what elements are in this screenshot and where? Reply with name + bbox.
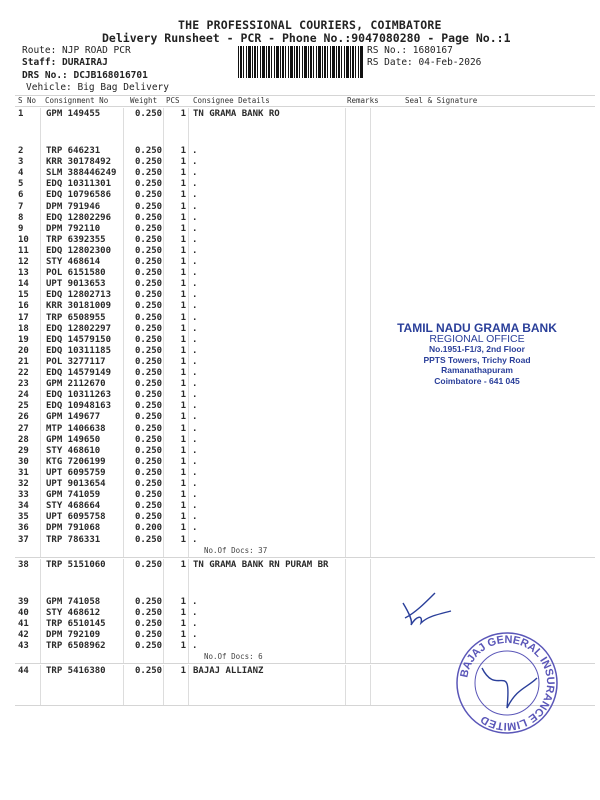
- row-weight: 0.250: [135, 334, 163, 345]
- barcode: [238, 46, 364, 78]
- row-consignment-no: GPM 741058: [46, 597, 101, 607]
- row-sno: 27: [18, 423, 29, 434]
- row-pcs: 1: [180, 146, 186, 156]
- signature-1: [395, 585, 455, 630]
- row-sno: 11: [18, 245, 29, 256]
- seal-text: BAJAJ GENERAL INSURANCE LIMITED: [458, 633, 557, 733]
- row-pcs: 1: [180, 523, 186, 534]
- row-sno: 33: [18, 490, 29, 501]
- staff: Staff: DURAIRAJ: [22, 57, 108, 68]
- row-sno: 22: [18, 368, 29, 378]
- row-pcs: 1: [180, 234, 186, 245]
- row-pcs: 1: [180, 641, 186, 652]
- row-consignment-no: EDQ 10796586: [46, 190, 112, 201]
- row-consignee-mark: .: [192, 312, 198, 323]
- row-consignment-no: EDQ 12802296: [46, 212, 112, 223]
- row-sno: 8: [18, 212, 24, 223]
- row-pcs: 1: [180, 608, 186, 619]
- rule: [345, 665, 346, 705]
- row-consignment-no: KTG 7206199: [46, 456, 106, 467]
- rule: [345, 108, 346, 557]
- rule: [188, 559, 189, 663]
- row-weight: 0.250: [135, 201, 163, 212]
- row-sno: 7: [18, 201, 24, 212]
- row-pcs: 1: [180, 323, 186, 334]
- rs-number: RS No.: 1680167: [367, 45, 453, 56]
- row-consignment-no: EDQ 14579149: [46, 368, 112, 378]
- row-weight: 0.250: [135, 534, 163, 545]
- row-consignment-no: GPM 149455: [46, 109, 101, 119]
- row-consignee-mark: .: [192, 179, 198, 190]
- row-weight: 0.250: [135, 641, 163, 652]
- rule: [15, 557, 595, 558]
- row-sno: 34: [18, 501, 29, 512]
- row-pcs: 1: [180, 334, 186, 345]
- row-pcs: 1: [180, 456, 186, 467]
- row-consignee-mark: .: [192, 345, 198, 356]
- row-consignment-no: MTP 1406638: [46, 423, 106, 434]
- row-sno: 16: [18, 301, 29, 312]
- row-consignee-mark: .: [192, 401, 198, 412]
- row-sno: 9: [18, 223, 24, 234]
- row-consignment-no: EDQ 14579150: [46, 334, 112, 345]
- row-consignment-no: TRP 786331: [46, 534, 101, 545]
- row-sno: 12: [18, 257, 29, 267]
- row-consignee-mark: .: [192, 379, 198, 390]
- row-sno: 6: [18, 190, 24, 201]
- row-consignee-mark: .: [192, 597, 198, 607]
- row-consignment-no: DPM 792109: [46, 630, 101, 641]
- row-sno: 2: [18, 146, 24, 156]
- row-consignment-no: EDQ 10311301: [46, 179, 112, 190]
- stamp-bank-name: TAMIL NADU GRAMA BANK: [397, 321, 557, 335]
- row-consignment-no: TRP 5151060: [46, 560, 106, 570]
- rule: [40, 108, 41, 557]
- row-consignment-no: GPM 149677: [46, 412, 101, 423]
- row-consignment-no: EDQ 10311263: [46, 390, 112, 401]
- row-consignment-no: STY 468614: [46, 257, 101, 267]
- row-consignee-mark: .: [192, 368, 198, 378]
- row-sno: 1: [18, 109, 24, 119]
- row-consignee-mark: .: [192, 279, 198, 290]
- rule: [123, 665, 124, 705]
- row-consignee-mark: .: [192, 257, 198, 267]
- row-weight: 0.250: [135, 597, 163, 607]
- row-consignee: TN GRAMA BANK RN PURAM BR: [193, 560, 329, 570]
- row-pcs: 1: [180, 379, 186, 390]
- rule: [188, 108, 189, 557]
- row-sno: 29: [18, 445, 29, 456]
- rule: [370, 108, 371, 557]
- row-weight: 0.250: [135, 190, 163, 201]
- row-pcs: 1: [180, 666, 186, 676]
- column-header: PCS: [166, 96, 180, 105]
- row-consignment-no: EDQ 12802300: [46, 245, 112, 256]
- row-consignee-mark: .: [192, 323, 198, 334]
- rule: [188, 665, 189, 705]
- row-weight: 0.250: [135, 312, 163, 323]
- row-sno: 42: [18, 630, 29, 641]
- row-pcs: 1: [180, 245, 186, 256]
- row-weight: 0.250: [135, 257, 163, 267]
- row-weight: 0.250: [135, 223, 163, 234]
- stamp-line: No.1951-F1/3, 2nd Floor: [429, 344, 525, 354]
- row-pcs: 1: [180, 368, 186, 378]
- row-sno: 32: [18, 479, 29, 489]
- row-sno: 31: [18, 467, 29, 478]
- row-sno: 17: [18, 312, 29, 323]
- row-weight: 0.250: [135, 345, 163, 356]
- row-consignee-mark: .: [192, 268, 198, 279]
- company-title: THE PROFESSIONAL COURIERS, COIMBATORE: [178, 18, 442, 32]
- row-consignment-no: EDQ 10948163: [46, 401, 112, 412]
- row-pcs: 1: [180, 390, 186, 401]
- route: Route: NJP ROAD PCR: [22, 45, 131, 56]
- row-consignee-mark: .: [192, 534, 198, 545]
- insurance-seal: [452, 628, 562, 738]
- row-consignee-mark: .: [192, 641, 198, 652]
- row-pcs: 1: [180, 157, 186, 168]
- row-pcs: 1: [180, 168, 186, 179]
- row-consignee-mark: .: [192, 190, 198, 201]
- row-consignment-no: DPM 791068: [46, 523, 101, 534]
- row-consignee-mark: .: [192, 467, 198, 478]
- row-pcs: 1: [180, 467, 186, 478]
- row-weight: 0.250: [135, 456, 163, 467]
- row-consignee-mark: .: [192, 630, 198, 641]
- row-consignment-no: DPM 791946: [46, 201, 101, 212]
- row-weight: 0.250: [135, 323, 163, 334]
- row-pcs: 1: [180, 401, 186, 412]
- row-pcs: 1: [180, 412, 186, 423]
- row-consignee-mark: .: [192, 523, 198, 534]
- row-weight: 0.250: [135, 434, 163, 445]
- row-weight: 0.250: [135, 619, 163, 630]
- column-header: S No: [18, 96, 37, 105]
- row-pcs: 1: [180, 501, 186, 512]
- row-weight: 0.250: [135, 245, 163, 256]
- row-weight: 0.250: [135, 401, 163, 412]
- row-sno: 44: [18, 666, 29, 676]
- row-consignment-no: STY 468664: [46, 501, 101, 512]
- row-consignee-mark: .: [192, 234, 198, 245]
- row-consignee-mark: .: [192, 301, 198, 312]
- row-consignee-mark: .: [192, 490, 198, 501]
- row-pcs: 1: [180, 490, 186, 501]
- row-sno: 30: [18, 456, 29, 467]
- row-pcs: 1: [180, 179, 186, 190]
- row-consignment-no: UPT 6095758: [46, 512, 106, 523]
- row-consignee-mark: .: [192, 201, 198, 212]
- row-consignment-no: TRP 5416380: [46, 666, 106, 676]
- bank-stamp: [392, 323, 562, 386]
- row-consignment-no: TRP 6508962: [46, 641, 106, 652]
- row-pcs: 1: [180, 434, 186, 445]
- row-consignment-no: UPT 6095759: [46, 467, 106, 478]
- row-consignment-no: UPT 9013654: [46, 479, 106, 489]
- row-pcs: 1: [180, 597, 186, 607]
- row-pcs: 1: [180, 512, 186, 523]
- column-header: Seal & Signature: [405, 96, 478, 105]
- row-consignment-no: UPT 9013653: [46, 279, 106, 290]
- row-consignment-no: GPM 149650: [46, 434, 101, 445]
- row-pcs: 1: [180, 560, 186, 570]
- row-consignee-mark: .: [192, 146, 198, 156]
- row-consignment-no: EDQ 12802713: [46, 290, 112, 301]
- row-pcs: 1: [180, 619, 186, 630]
- vehicle: Vehicle: Big Bag Delivery: [26, 82, 169, 93]
- row-pcs: 1: [180, 534, 186, 545]
- row-consignee-mark: .: [192, 608, 198, 619]
- row-sno: 5: [18, 179, 24, 190]
- runsheet-subtitle: Delivery Runsheet - PCR - Phone No.:9047080280 - Page No.:1: [102, 31, 511, 45]
- column-header: Consignment No: [45, 96, 109, 105]
- row-consignee-mark: .: [192, 157, 198, 168]
- row-pcs: 1: [180, 356, 186, 367]
- row-pcs: 1: [180, 345, 186, 356]
- row-weight: 0.250: [135, 445, 163, 456]
- rule: [123, 108, 124, 557]
- row-consignment-no: TRP 6510145: [46, 619, 106, 630]
- row-sno: 25: [18, 401, 29, 412]
- row-sno: 37: [18, 534, 29, 545]
- row-consignee-mark: .: [192, 223, 198, 234]
- row-weight: 0.250: [135, 467, 163, 478]
- row-consignment-no: GPM 2112670: [46, 379, 106, 390]
- row-weight: 0.250: [135, 501, 163, 512]
- rule: [123, 559, 124, 663]
- row-sno: 24: [18, 390, 29, 401]
- stamp-office: REGIONAL OFFICE: [429, 332, 525, 345]
- row-pcs: 1: [180, 301, 186, 312]
- row-weight: 0.250: [135, 212, 163, 223]
- row-weight: 0.250: [135, 168, 163, 179]
- column-header: Remarks: [347, 96, 379, 105]
- rule: [40, 665, 41, 705]
- row-weight: 0.250: [135, 157, 163, 168]
- row-sno: 28: [18, 434, 29, 445]
- row-sno: 26: [18, 412, 29, 423]
- row-weight: 0.250: [135, 301, 163, 312]
- row-consignment-no: GPM 741059: [46, 490, 101, 501]
- row-sno: 14: [18, 279, 29, 290]
- row-weight: 0.250: [135, 368, 163, 378]
- row-pcs: 1: [180, 423, 186, 434]
- rule: [370, 559, 371, 663]
- row-consignee-mark: .: [192, 501, 198, 512]
- row-consignee-mark: .: [192, 356, 198, 367]
- row-consignment-no: STY 468612: [46, 608, 101, 619]
- row-consignment-no: SLM 388446249: [46, 168, 117, 179]
- row-weight: 0.250: [135, 490, 163, 501]
- row-consignee-mark: .: [192, 434, 198, 445]
- row-weight: 0.250: [135, 379, 163, 390]
- row-consignment-no: TRP 6392355: [46, 234, 106, 245]
- row-weight: 0.250: [135, 560, 163, 570]
- row-sno: 43: [18, 641, 29, 652]
- row-sno: 10: [18, 234, 29, 245]
- row-consignment-no: POL 6151580: [46, 268, 106, 279]
- rule: [40, 559, 41, 663]
- row-consignee: BAJAJ ALLIANZ: [193, 666, 264, 676]
- stamp-line: Coimbatore - 641 045: [434, 375, 520, 386]
- row-sno: 3: [18, 157, 24, 168]
- row-pcs: 1: [180, 109, 186, 119]
- row-weight: 0.250: [135, 630, 163, 641]
- row-consignee-mark: .: [192, 423, 198, 434]
- header-divider: [15, 106, 595, 107]
- row-consignee-mark: .: [192, 390, 198, 401]
- docs-count: No.Of Docs: 6: [204, 652, 263, 661]
- row-weight: 0.250: [135, 146, 163, 156]
- row-consignee-mark: .: [192, 445, 198, 456]
- rule: [163, 108, 164, 557]
- stamp-line: PPTS Towers, Trichy Road: [423, 354, 531, 365]
- row-sno: 38: [18, 560, 29, 570]
- column-header: Weight: [130, 96, 158, 105]
- row-weight: 0.250: [135, 666, 163, 676]
- row-pcs: 1: [180, 479, 186, 489]
- row-sno: 18: [18, 323, 29, 334]
- row-consignment-no: TRP 6508955: [46, 312, 106, 323]
- row-weight: 0.250: [135, 109, 163, 119]
- row-consignee-mark: .: [192, 479, 198, 489]
- row-sno: 40: [18, 608, 29, 619]
- row-pcs: 1: [180, 312, 186, 323]
- row-consignee-mark: .: [192, 412, 198, 423]
- row-weight: 0.250: [135, 268, 163, 279]
- row-sno: 41: [18, 619, 29, 630]
- row-consignee-mark: .: [192, 168, 198, 179]
- column-header: Consignee Details: [193, 96, 270, 105]
- row-consignment-no: EDQ 12802297: [46, 323, 112, 334]
- row-consignee-mark: .: [192, 619, 198, 630]
- row-sno: 35: [18, 512, 29, 523]
- row-pcs: 1: [180, 445, 186, 456]
- row-weight: 0.250: [135, 179, 163, 190]
- row-consignee: TN GRAMA BANK RO: [193, 109, 280, 119]
- row-weight: 0.250: [135, 390, 163, 401]
- row-pcs: 1: [180, 190, 186, 201]
- row-weight: 0.250: [135, 234, 163, 245]
- row-pcs: 1: [180, 223, 186, 234]
- row-weight: 0.200: [135, 523, 163, 534]
- row-sno: 39: [18, 597, 29, 607]
- row-pcs: 1: [180, 290, 186, 301]
- row-sno: 19: [18, 334, 29, 345]
- row-consignee-mark: .: [192, 456, 198, 467]
- row-consignment-no: EDQ 10311185: [46, 345, 112, 356]
- row-weight: 0.250: [135, 479, 163, 489]
- row-weight: 0.250: [135, 279, 163, 290]
- row-consignee-mark: .: [192, 212, 198, 223]
- row-consignee-mark: .: [192, 334, 198, 345]
- row-weight: 0.250: [135, 608, 163, 619]
- drs-number: DRS No.: DCJB168016701: [22, 70, 148, 81]
- rule: [163, 559, 164, 663]
- row-weight: 0.250: [135, 290, 163, 301]
- rule: [163, 665, 164, 705]
- row-sno: 4: [18, 168, 24, 179]
- row-weight: 0.250: [135, 423, 163, 434]
- row-consignment-no: KRR 30181009: [46, 301, 112, 312]
- row-pcs: 1: [180, 268, 186, 279]
- row-pcs: 1: [180, 201, 186, 212]
- rs-date: RS Date: 04-Feb-2026: [367, 57, 482, 68]
- row-pcs: 1: [180, 257, 186, 267]
- row-pcs: 1: [180, 212, 186, 223]
- row-consignment-no: TRP 646231: [46, 146, 101, 156]
- row-pcs: 1: [180, 630, 186, 641]
- row-weight: 0.250: [135, 512, 163, 523]
- row-sno: 13: [18, 268, 29, 279]
- stamp-line: Ramanathapuram: [441, 365, 513, 375]
- row-consignment-no: KRR 30178492: [46, 157, 112, 168]
- row-consignee-mark: .: [192, 290, 198, 301]
- row-consignee-mark: .: [192, 512, 198, 523]
- row-pcs: 1: [180, 279, 186, 290]
- rule: [370, 665, 371, 705]
- rule: [345, 559, 346, 663]
- row-sno: 15: [18, 290, 29, 301]
- row-consignee-mark: .: [192, 245, 198, 256]
- row-sno: 23: [18, 379, 29, 390]
- row-weight: 0.250: [135, 412, 163, 423]
- row-weight: 0.250: [135, 356, 163, 367]
- row-consignment-no: POL 3277117: [46, 356, 106, 367]
- row-sno: 36: [18, 523, 29, 534]
- docs-count: No.Of Docs: 37: [204, 546, 268, 555]
- row-consignment-no: STY 468610: [46, 445, 101, 456]
- row-sno: 21: [18, 356, 29, 367]
- row-sno: 20: [18, 345, 29, 356]
- row-consignment-no: DPM 792110: [46, 223, 101, 234]
